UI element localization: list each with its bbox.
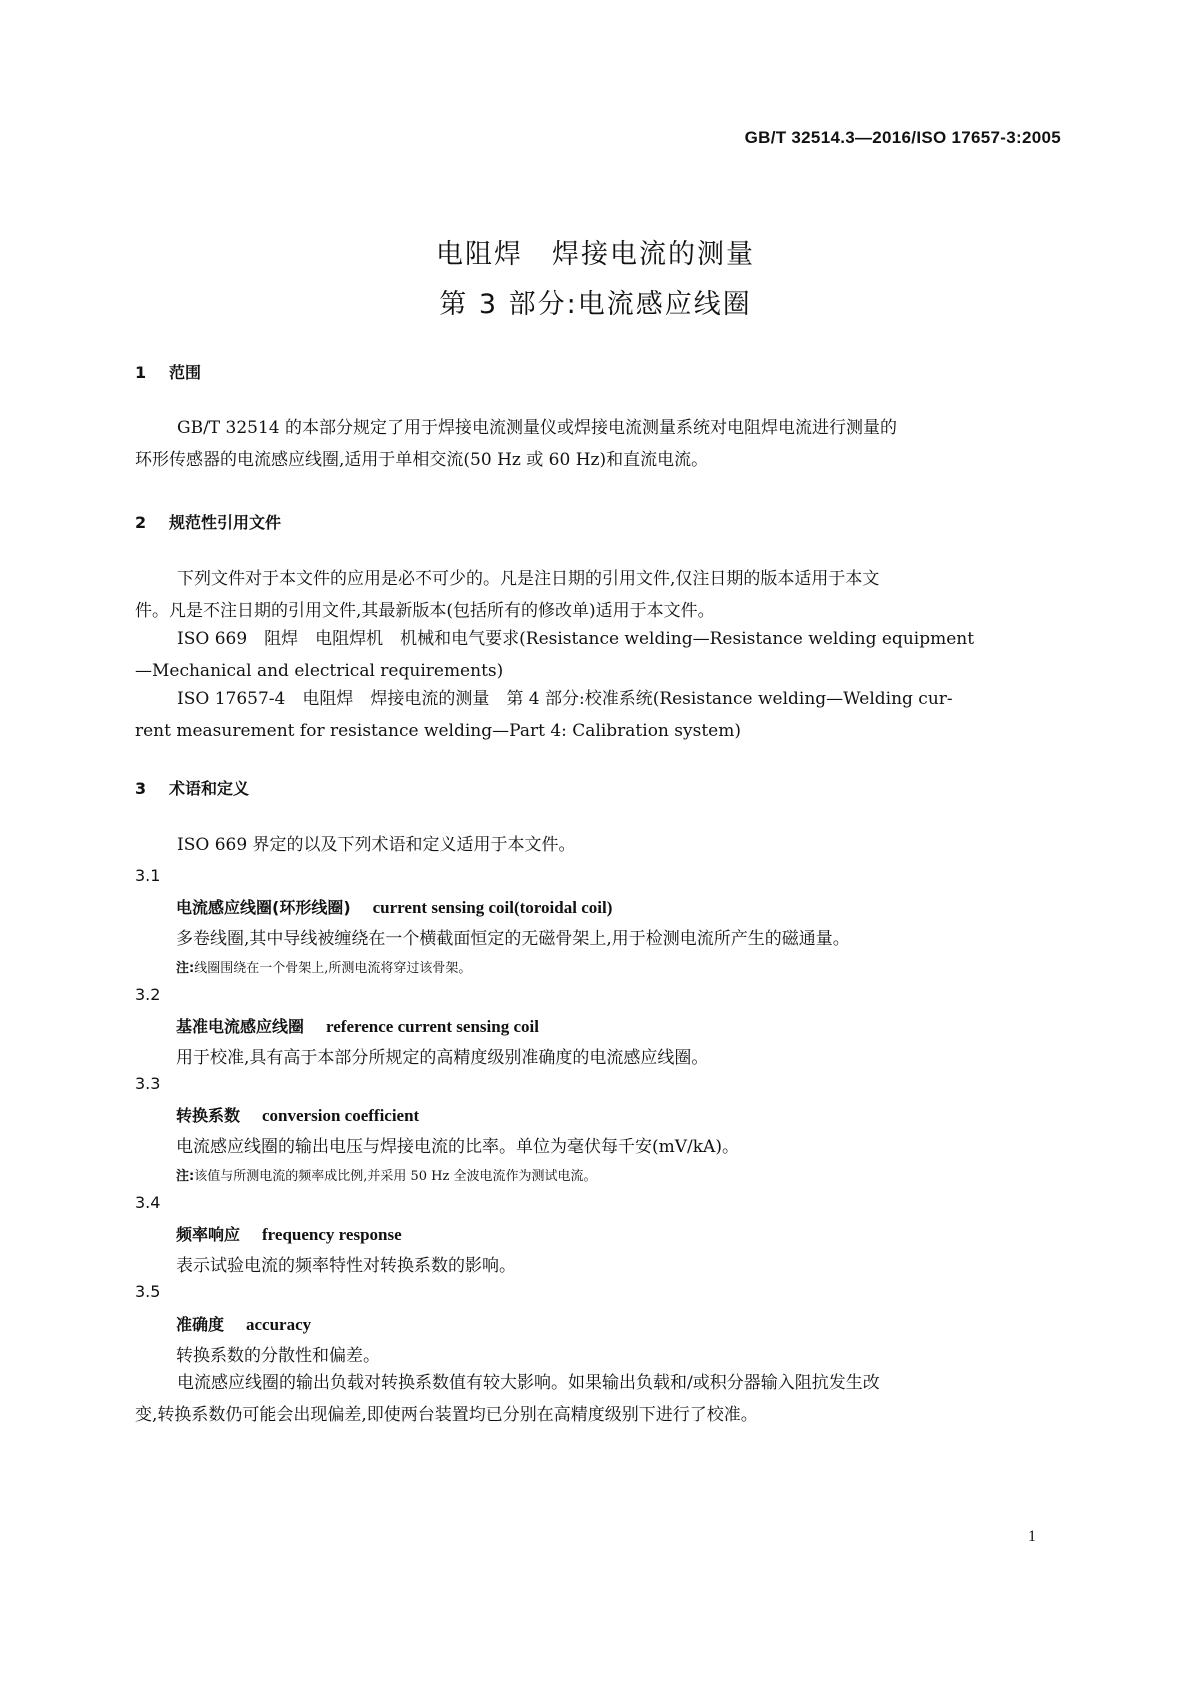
- note-text: 线圈围绕在一个骨架上,所测电流将穿过该骨架。: [194, 961, 472, 976]
- paragraph-line: —Mechanical and electrical requirements): [135, 661, 504, 681]
- term-zh: 基准电流感应线圈: [176, 1017, 305, 1036]
- term-number: 3.3: [135, 1074, 161, 1093]
- paragraph-line: ISO 669 界定的以及下列术语和定义适用于本文件。: [177, 835, 576, 855]
- term-zh: 转换系数: [176, 1106, 241, 1125]
- document-title-line2: 第 3 部分:电流感应线圈: [439, 289, 752, 320]
- paragraph-line: 件。凡是不注日期的引用文件,其最新版本(包括所有的修改单)适用于本文件。: [135, 601, 715, 621]
- term-definition: 多卷线圈,其中导线被缠绕在一个横截面恒定的无磁骨架上,用于检测电流所产生的磁通量。: [176, 929, 850, 949]
- paragraph-line: GB/T 32514 的本部分规定了用于焊接电流测量仪或焊接电流测量系统对电阻焊电流进行测量的: [177, 418, 898, 438]
- term-heading: [176, 1014, 539, 1037]
- section-title: 规范性引用文件: [169, 513, 282, 532]
- term-en: accuracy: [246, 1315, 312, 1334]
- term-heading: [176, 895, 612, 918]
- term-zh: 频率响应: [176, 1225, 241, 1244]
- section-2-intro: [135, 563, 1055, 627]
- term-zh: 电流感应线圈(环形线圈): [176, 898, 351, 917]
- term-heading: [176, 1103, 419, 1126]
- paragraph-line: 变,转换系数仍可能会出现偏差,即使两台装置均已分别在高精度级别下进行了校准。: [135, 1405, 758, 1425]
- term-note: [176, 957, 471, 976]
- paragraph-line: 下列文件对于本文件的应用是必不可少的。凡是注日期的引用文件,仅注日期的版本适用于本文: [177, 569, 880, 589]
- standard-code: GB/T 32514.3—2016/ISO 17657-3:2005: [744, 128, 1061, 147]
- page-number: 1: [1028, 1528, 1036, 1545]
- section-number: 2: [135, 513, 147, 532]
- term-en: current sensing coil(toroidal coil): [372, 898, 613, 917]
- term-en: frequency response: [262, 1225, 402, 1244]
- term-number: 3.5: [135, 1282, 161, 1301]
- note-text: 该值与所测电流的频率成比例,并采用 50 Hz 全波电流作为测试电流。: [194, 1169, 597, 1184]
- term-en: reference current sensing coil: [326, 1017, 539, 1036]
- section-number: 3: [135, 779, 147, 798]
- paragraph-line: 环形传感器的电流感应线圈,适用于单相交流(50 Hz 或 60 Hz)和直流电流。: [135, 450, 709, 470]
- note-label: 注:: [176, 1169, 195, 1184]
- accuracy-paragraph: [135, 1367, 1055, 1431]
- section-2-heading: [135, 510, 281, 533]
- section-3-heading: [135, 776, 249, 799]
- term-zh: 准确度: [176, 1315, 225, 1334]
- term-number: 3.4: [135, 1193, 161, 1212]
- note-label: 注:: [176, 961, 195, 976]
- paragraph-line: ISO 17657-4 电阻焊 焊接电流的测量 第 4 部分:校准系统(Resistance welding—Welding cur-: [177, 689, 953, 709]
- document-title-line1: 电阻焊 焊接电流的测量: [436, 239, 755, 270]
- term-definition: 表示试验电流的频率特性对转换系数的影响。: [176, 1256, 516, 1276]
- paragraph-line: 电流感应线圈的输出负载对转换系数值有较大影响。如果输出负载和/或积分器输入阻抗发生改: [177, 1373, 880, 1393]
- section-number: 1: [135, 363, 147, 382]
- term-heading: [176, 1312, 311, 1335]
- section-1-heading: [135, 360, 201, 383]
- section-title: 范围: [169, 363, 202, 382]
- term-number: 3.2: [135, 985, 161, 1004]
- paragraph-line: ISO 669 阻焊 电阻焊机 机械和电气要求(Resistance welding—Resistance welding equipment: [177, 629, 975, 649]
- term-definition: 转换系数的分散性和偏差。: [176, 1346, 380, 1366]
- term-definition: 电流感应线圈的输出电压与焊接电流的比率。单位为毫伏每千安(mV/kA)。: [176, 1137, 739, 1157]
- paragraph-line: rent measurement for resistance welding—Part 4: Calibration system): [135, 721, 741, 741]
- term-definition: 用于校准,具有高于本部分所规定的高精度级别准确度的电流感应线圈。: [176, 1048, 709, 1068]
- section-3-intro: [135, 829, 1055, 861]
- term-number: 3.1: [135, 866, 161, 885]
- term-note: [176, 1165, 596, 1184]
- section-1-paragraph: [135, 412, 1055, 476]
- normative-reference-1: [135, 623, 1055, 687]
- section-title: 术语和定义: [169, 779, 250, 798]
- term-heading: [176, 1222, 402, 1245]
- normative-reference-2: [135, 683, 1055, 747]
- term-en: conversion coefficient: [262, 1106, 420, 1125]
